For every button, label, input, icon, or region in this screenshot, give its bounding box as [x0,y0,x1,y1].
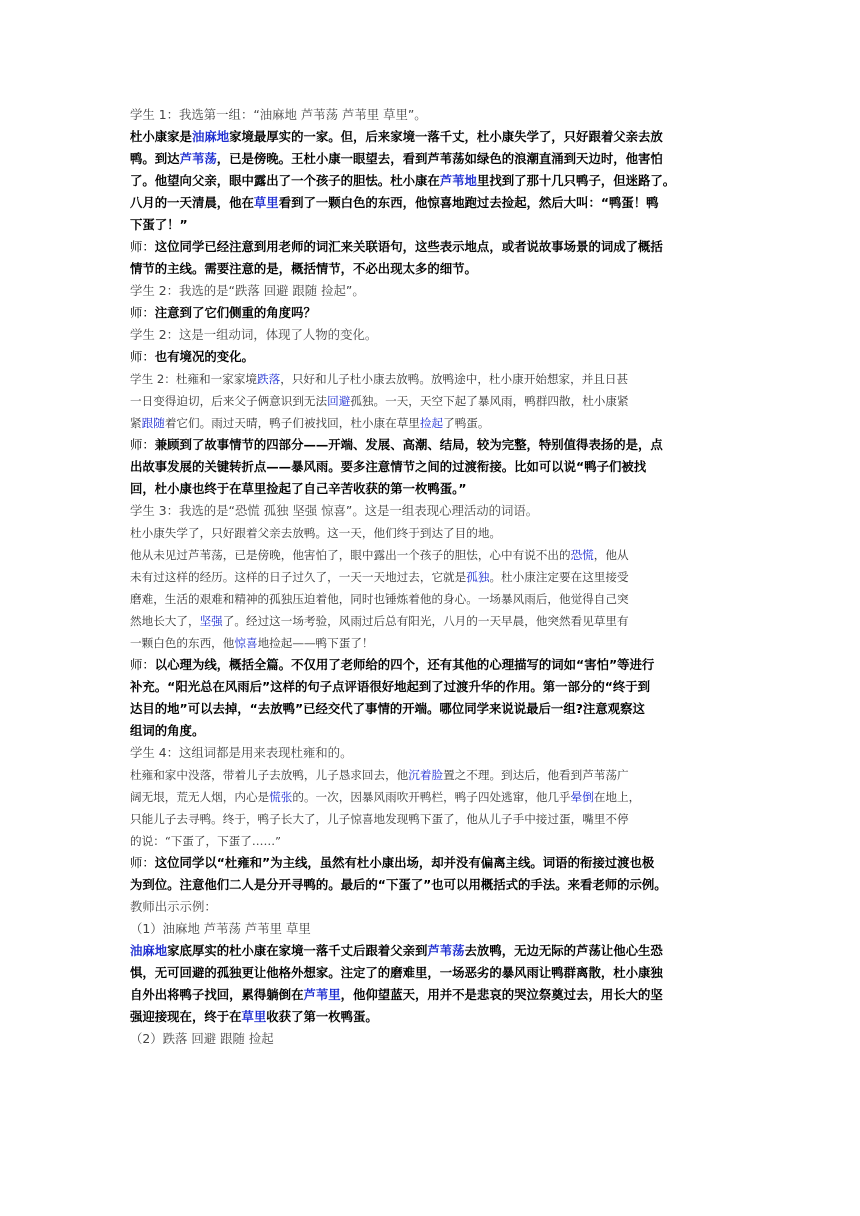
teacher-comment-line: 补充。“阳光总在风雨后”这样的句子点评语很好地起到了过渡升华的作用。第一部分的“终于到 [130,679,651,694]
student2-reply: 学生 2：这是一组动词，体现了人物的变化。 [130,327,378,342]
keyword-gudu: 孤独 [466,570,490,584]
example-intro: 教师出示示例： [130,899,217,914]
student3-answer-line: 磨难，生活的艰难和精神的孤独压迫着他，同时也锤炼着他的身心。一场暴风雨后，他觉得自己突 [130,592,629,606]
student3-intro: 学生 3：我选的是“恐慌 孤独 坚强 惊喜”。这是一组表现心理活动的词语。 [130,503,539,518]
teacher-comment-line: 为到位。注意他们二人是分开寻鸭的。最后的“下蛋了”也可以用概括式的手法。来看老师的示例。 [130,877,667,892]
teacher-comment-line: 组词的角度。 [130,723,205,738]
student4-intro: 学生 4：这组词都是用来表现杜雍和的。 [130,745,353,760]
teacher-comment-line: 师：以心理为线，概括全篇。不仅用了老师给的四个，还有其他的心理描写的词如“害怕”等进行 [130,657,655,672]
keyword-huangzhang: 慌张 [269,790,293,804]
example-heading-2: （2）跌落 回避 跟随 捡起 [130,1031,274,1046]
keyword-youmadi: 油麻地 [130,943,168,958]
student3-answer-line: 未有过这样的经历。这样的日子过久了，一天一天地过去，它就是孤独。杜小康注定要在这里接受 [130,570,629,584]
student4-answer-line: 阔无垠，荒无人烟，内心是慌张的。一次，因暴风雨吹开鸭栏，鸭子四处逃窜，他几乎晕倒在地上， [130,790,641,804]
teacher-comment-line: 情节的主线。需要注意的是，概括情节，不必出现太多的细节。 [130,261,477,276]
keyword-caoli: 草里 [241,1009,267,1024]
example-line: 自外出将鸭子找回，累得躺倒在芦苇里，他仰望蓝天，用并不是悲哀的哭泣祭奠过去，用长大的坚 [130,987,663,1002]
student3-answer-line: 一颗白色的东西，他惊喜地捡起——鸭下蛋了！ [130,636,374,650]
student4-answer-line: 只能儿子去寻鸭。终于，鸭子长大了，儿子惊喜地发现鸭下蛋了，他从儿子手中接过蛋，嘴里不停 [130,812,629,826]
keyword-konghuang: 恐慌 [570,548,594,562]
teacher-comment-line: 达目的地”可以去掉，“去放鸭”已经交代了事情的开端。哪位同学来说说最后一组?注意观察这 [130,701,645,716]
example-line: 油麻地家底厚实的杜小康在家境一落千丈后跟着父亲到芦苇荡去放鸭，无边无际的芦荡让他心生恐 [130,943,663,958]
document-body [130,104,734,1050]
keyword-caoli: 草里 [253,195,279,210]
student2-answer-line: 一日变得迫切，后来父子俩意识到无法回避孤独。一天，天空下起了暴风雨，鸭群四散，杜小康紧 [130,394,629,408]
keyword-jianqi: 捡起 [419,416,444,430]
teacher-comment-line: 出故事发展的关键转折点——暴风雨。要多注意情节之间的过渡衔接。比如可以说“鸭子们被找 [130,459,647,474]
keyword-jianqiang: 坚强 [199,614,223,628]
teacher-comment-line: 师：这位同学已经注意到用老师的词汇来关联语句，这些表示地点，或者说故事场景的词成了概括 [130,239,663,254]
student1-answer-line: 下蛋了！” [130,217,188,232]
student2-intro: 学生 2：我选的是“跌落 回避 跟随 捡起”。 [130,283,365,298]
keyword-chenzhelian: 沉着脸 [408,768,444,782]
keyword-luweidi: 芦苇地 [439,173,477,188]
example-line: 强迎接现在，终于在草里收获了第一枚鸭蛋。 [130,1009,378,1024]
student2-answer-line: 学生 2：杜雍和一家家境跌落，只好和儿子杜小康去放鸭。放鸭途中，杜小康开始想家，并且日甚 [130,372,629,386]
student1-answer-line: 杜小康家是油麻地家境最厚实的一家。但，后来家境一落千丈，杜小康失学了，只好跟着父亲去放 [130,129,663,144]
keyword-jingxi: 惊喜 [234,636,258,650]
keyword-gensui: 跟随 [141,416,165,430]
keyword-yundao: 晕倒 [570,790,594,804]
teacher-question: 师：注意到了它们侧重的角度吗？ [130,305,316,320]
teacher-comment-line: 回，杜小康也终于在草里捡起了自己辛苦收获的第一枚鸭蛋。” [130,481,467,496]
student1-answer-line: 八月的一天清晨，他在草里看到了一颗白色的东西，他惊喜地跑过去捡起，然后大叫：“鸭蛋！鸭 [130,195,659,210]
student3-answer-line: 然地长大了，坚强了。经过这一场考验，风雨过后总有阳光，八月的一天早晨，他突然看见草里有 [130,614,629,628]
keyword-luweidang: 芦苇荡 [179,151,217,166]
student4-answer-line: 杜雍和家中没落，带着儿子去放鸭，儿子恳求回去，他沉着脸置之不理。到达后，他看到芦苇荡广 [130,768,629,782]
keyword-luweili: 芦苇里 [303,987,341,1002]
keyword-luweidang: 芦苇荡 [427,943,465,958]
student3-answer-line: 他从未见过芦苇荡，已是傍晚，他害怕了，眼中露出一个孩子的胆怯，心中有说不出的恐慌，他从 [130,548,629,562]
keyword-dieluo: 跌落 [257,372,281,386]
teacher-comment-line: 师：兼顾到了故事情节的四部分——开端、发展、高潮、结局，较为完整，特别值得表扬的是，点 [130,437,663,452]
teacher-remark: 师：也有境况的变化。 [130,349,254,364]
teacher-comment-line: 师：这位同学以“杜雍和”为主线，虽然有杜小康出场，却并没有偏离主线。词语的衔接过渡也极 [130,855,655,870]
student1-intro: 学生 1：我选第一组：“油麻地 芦苇荡 芦苇里 草里”。 [130,107,427,122]
keyword-huibi: 回避 [327,394,351,408]
student4-answer-line: 的说：“下蛋了，下蛋了……” [130,834,281,848]
student2-answer-line: 紧跟随着它们。雨过天晴，鸭子们被找回，杜小康在草里捡起了鸭蛋。 [130,416,490,430]
example-line: 惧，无可回避的孤独更让他格外想家。注定了的磨难里，一场恶劣的暴风雨让鸭群离散，杜小康独 [130,965,663,980]
student1-answer-line: 了。他望向父亲，眼中露出了一个孩子的胆怯。杜小康在芦苇地里找到了那十几只鸭子，但迷路了。 [130,173,676,188]
student1-answer-line: 鸭。到达芦苇荡，已是傍晚。王杜小康一眼望去，看到芦苇荡如绿色的浪潮直涌到天边时，他害怕 [130,151,663,166]
keyword-youmadi: 油麻地 [191,129,230,144]
example-heading-1: （1）油麻地 芦苇荡 芦苇里 草里 [130,921,311,936]
student3-answer-line: 杜小康失学了，只好跟着父亲去放鸭。这一天，他们终于到达了目的地。 [130,526,502,540]
